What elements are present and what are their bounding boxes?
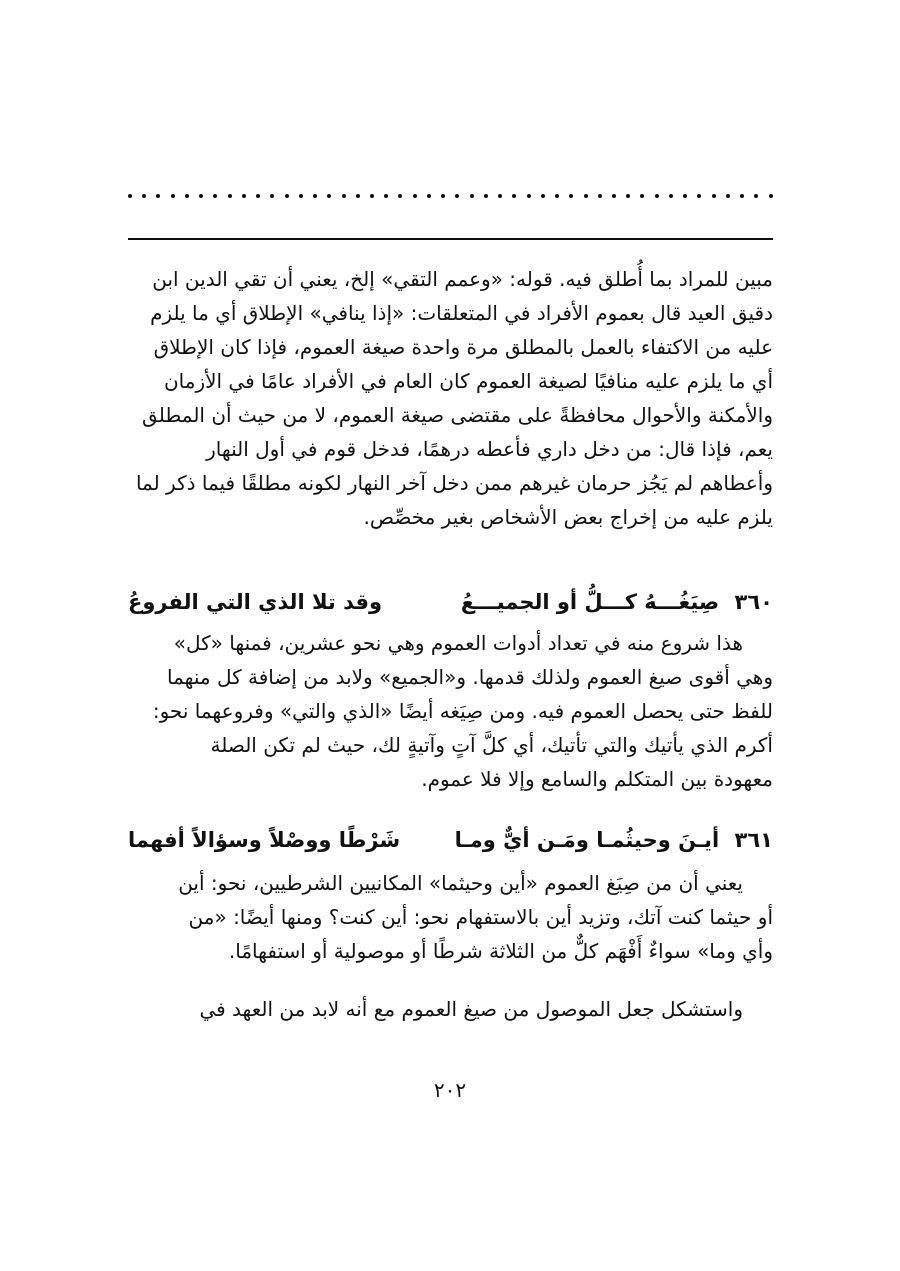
separator-dot (242, 194, 246, 198)
dotted-separator (128, 186, 773, 206)
separator-dot (626, 194, 630, 198)
separator-dot (171, 194, 175, 198)
separator-dot (754, 194, 758, 198)
text-line: دقيق العيد قال بعموم الأفراد في المتعلقات: «إذا ينافي» الإطلاق أي ما يلزم (150, 301, 773, 325)
separator-dot (655, 194, 659, 198)
separator-dot (142, 194, 146, 198)
separator-dot (156, 194, 160, 198)
separator-dot (584, 194, 588, 198)
horizontal-rule (128, 238, 773, 240)
separator-dot (683, 194, 687, 198)
separator-dot (455, 194, 459, 198)
separator-dot (185, 194, 189, 198)
text-line: وأي وما» سواءٌ أَفْهَم كلٌّ من الثلاثة شرطًا أو موصولية أو استفهامًا. (228, 939, 773, 963)
separator-dot (612, 194, 616, 198)
separator-dot (270, 194, 274, 198)
text-line: مبين للمراد بما أُطلق فيه. قوله: «وعمم التقي» إلخ، يعني أن تقي الدين ابن (152, 267, 773, 291)
text-line: أو حيثما كنت آتك، وتزيد أين بالاستفهام نحو: أين كنت؟ ومنها أيضًا: «من (188, 905, 773, 929)
text-line: معهودة بين المتكلم والسامع وإلا فلا عموم. (421, 767, 773, 791)
separator-dot (498, 194, 502, 198)
separator-dot (327, 194, 331, 198)
separator-dot (470, 194, 474, 198)
separator-dot (228, 194, 232, 198)
text-line: يعم، فإذا قال: من دخل داري فأعطه درهمًا، فدخل قوم في أول النهار (206, 437, 773, 461)
verse-number: ٣٦١ (734, 828, 773, 852)
separator-dot (569, 194, 573, 198)
separator-dot (512, 194, 516, 198)
separator-dot (527, 194, 531, 198)
verse-hemistich-1 (461, 584, 773, 620)
commentary-361 (128, 866, 773, 968)
separator-dot (256, 194, 260, 198)
commentary-360 (128, 626, 773, 796)
separator-dot (285, 194, 289, 198)
separator-dot (697, 194, 701, 198)
commentary-top (128, 262, 773, 534)
separator-dot (598, 194, 602, 198)
separator-dot (313, 194, 317, 198)
verse-number: ٣٦٠ (734, 590, 773, 614)
separator-dot (384, 194, 388, 198)
verse-360 (128, 584, 773, 620)
separator-dot (299, 194, 303, 198)
verse-text: صِيَغُـــهُ كـــلُّ أو الجميـــعُ (460, 590, 720, 614)
text-line: أكرم الذي يأتيك والتي تأتيك، أي كلَّ آتٍ وآتيةٍ لك، حيث لم تكن الصلة (210, 733, 773, 757)
text-line: للفظ حتى يحصل العموم فيه. ومن صِيَغه أيضًا «الذي والتي» وفروعهما نحو: (152, 699, 773, 723)
text-line: هذا شروع منه في تعداد أدوات العموم وهي نحو عشرين، فمنها «كل» (173, 631, 743, 655)
separator-dot (640, 194, 644, 198)
verse-text: أيـنَ وحيثُمـا ومَـن أيٌّ ومـا (454, 828, 720, 852)
separator-dot (213, 194, 217, 198)
separator-dot (413, 194, 417, 198)
separator-dot (199, 194, 203, 198)
text-line: وهي أقوى صيغ العموم ولذلك قدمها. و«الجميع» ولابد من إضافة كل منهما (167, 665, 773, 689)
separator-dot (398, 194, 402, 198)
text-line: عليه من الاكتفاء بالعمل بالمطلق مرة واحدة صيغة العموم، فإذا كان الإطلاق (153, 335, 773, 359)
text-line: واستشكل جعل الموصول من صيغ العموم مع أنه لابد من العهد في (199, 997, 743, 1021)
separator-dot (484, 194, 488, 198)
separator-dot (441, 194, 445, 198)
separator-dot (128, 194, 132, 198)
separator-dot (669, 194, 673, 198)
text-line: يعني أن من صِيَغ العموم «أين وحيثما» المكانيين الشرطيين، نحو: أين (178, 871, 743, 895)
separator-dot (712, 194, 716, 198)
separator-dot (356, 194, 360, 198)
separator-dot (342, 194, 346, 198)
text-line: أي ما يلزم عليه منافيًا لصيغة العموم كان العام في الأفراد عامًا في الأزمان (163, 369, 773, 393)
separator-dot (541, 194, 545, 198)
separator-dot (427, 194, 431, 198)
text-line: يلزم عليه من إخراج بعض الأشخاص بغير مخصِّص. (363, 505, 773, 529)
separator-dot (726, 194, 730, 198)
page-number: ٢٠٢ (433, 1078, 467, 1102)
text-line: وأعطاهم لم يَجُز حرمان غيرهم ممن دخل آخر النهار لكونه مطلقًا فيما ذكر لما (135, 471, 773, 495)
text-line: والأمكنة والأحوال محافظةً على مقتضى صيغة العموم، لا من حيث أن المطلق (142, 403, 773, 427)
separator-dot (769, 194, 773, 198)
verse-hemistich-2: وقد تلا الذي التي الفروعُ (128, 590, 383, 614)
commentary-final (128, 992, 773, 1026)
separator-dot (740, 194, 744, 198)
verse-hemistich-1 (455, 822, 773, 858)
verse-hemistich-2: شَرْطًا ووصْلاً وسؤالاً أفهما (128, 828, 401, 852)
separator-dot (370, 194, 374, 198)
separator-dot (555, 194, 559, 198)
verse-361 (128, 822, 773, 858)
